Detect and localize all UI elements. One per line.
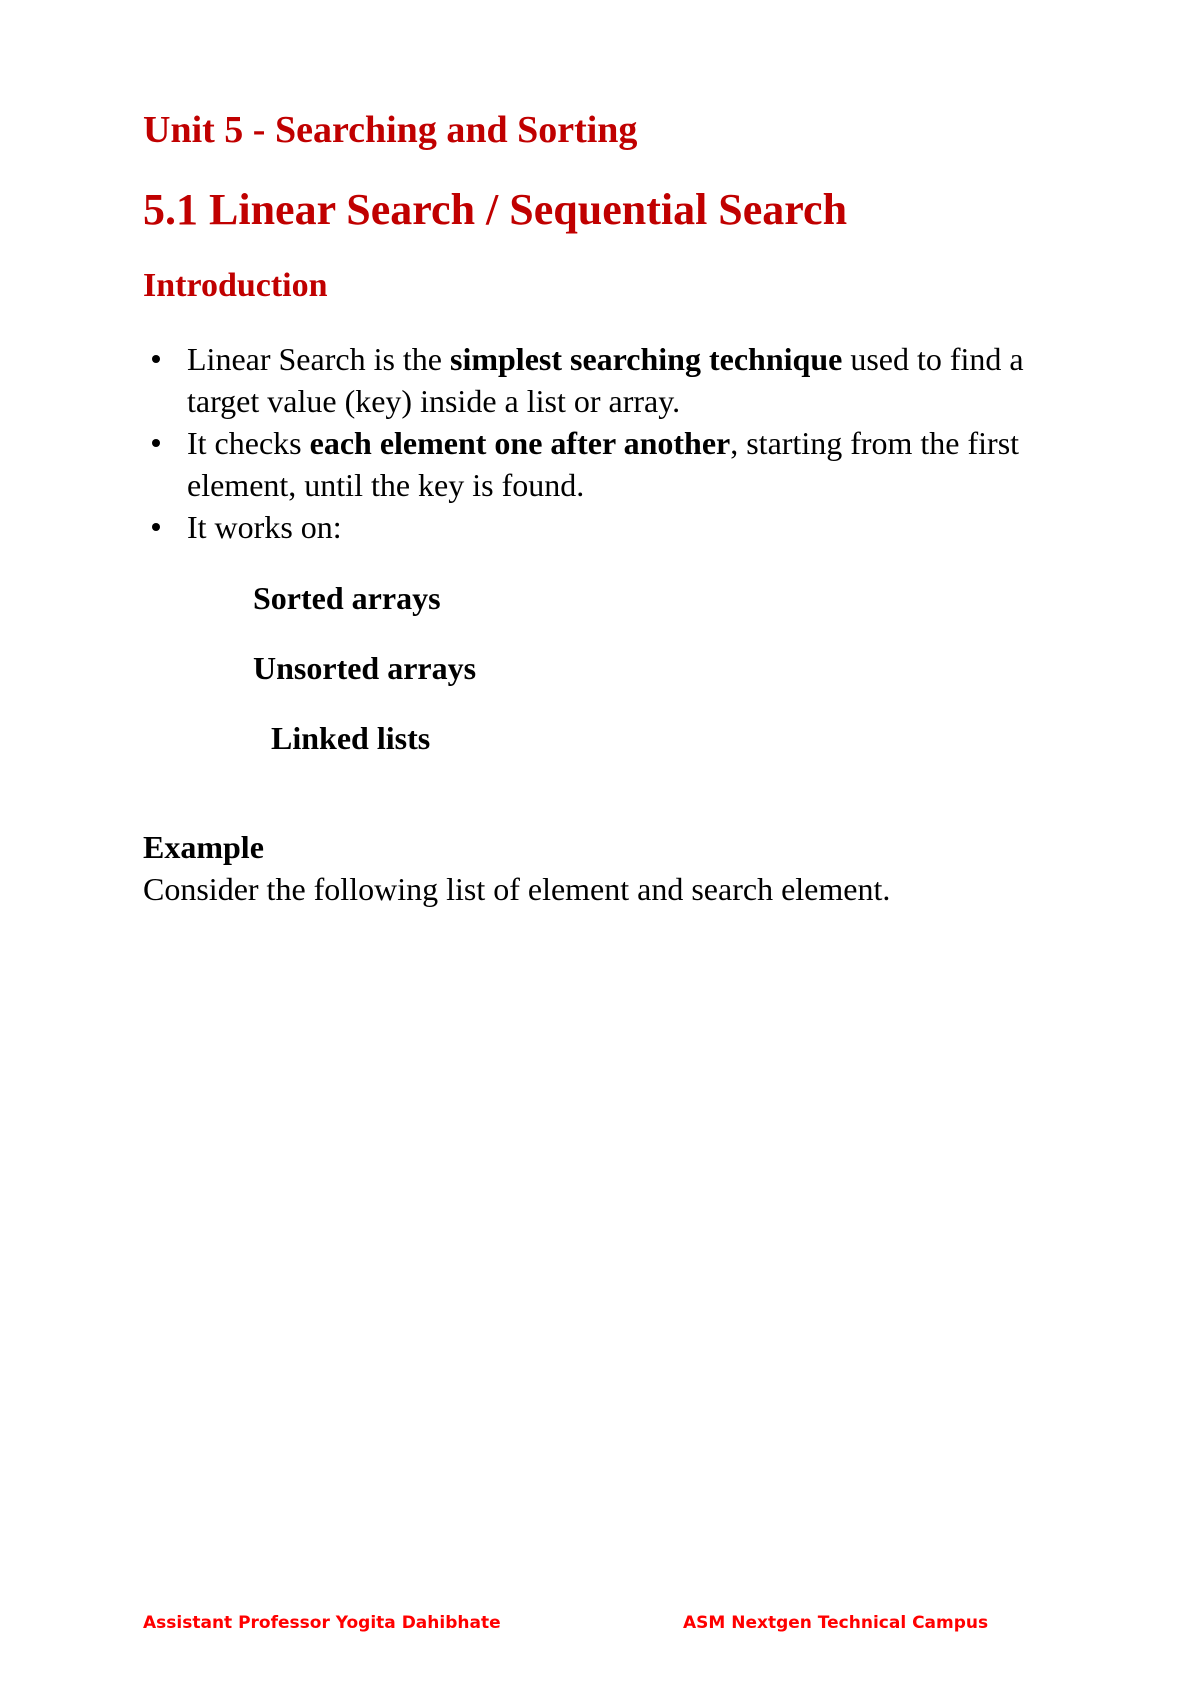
introduction-heading: Introduction: [143, 267, 328, 304]
bullet-icon: [152, 355, 160, 363]
list-item: [143, 338, 1083, 422]
bullet-text: Linear Search is the: [187, 341, 450, 377]
introduction-bullet-list: [143, 338, 1083, 548]
works-on-linked-lists: Linked lists: [271, 720, 431, 756]
footer-author: Assistant Professor Yogita Dahibhate: [143, 1613, 501, 1633]
bullet-icon: [152, 439, 160, 447]
bullet-text: It works on:: [187, 509, 342, 545]
example-text: Consider the following list of element and search element.: [143, 871, 891, 907]
footer-institution: ASM Nextgen Technical Campus: [683, 1613, 989, 1633]
bullet-bold-text: each element one after another: [309, 425, 731, 461]
bullet-icon: [152, 523, 160, 531]
list-item: [143, 506, 1083, 548]
works-on-unsorted-arrays: Unsorted arrays: [253, 650, 477, 686]
example-heading: Example: [143, 829, 264, 865]
list-item: [143, 422, 1083, 506]
bullet-bold-text: simplest searching technique: [450, 341, 843, 377]
unit-title: Unit 5 - Searching and Sorting: [143, 109, 638, 151]
bullet-text: , starting from the first element, until the key is found.: [187, 425, 1020, 503]
section-title: 5.1 Linear Search / Sequential Search: [143, 185, 848, 234]
bullet-text: It checks: [187, 425, 310, 461]
works-on-sorted-arrays: Sorted arrays: [253, 580, 441, 616]
bullet-text: used to find a target value (key) inside a list or array.: [187, 341, 1024, 419]
